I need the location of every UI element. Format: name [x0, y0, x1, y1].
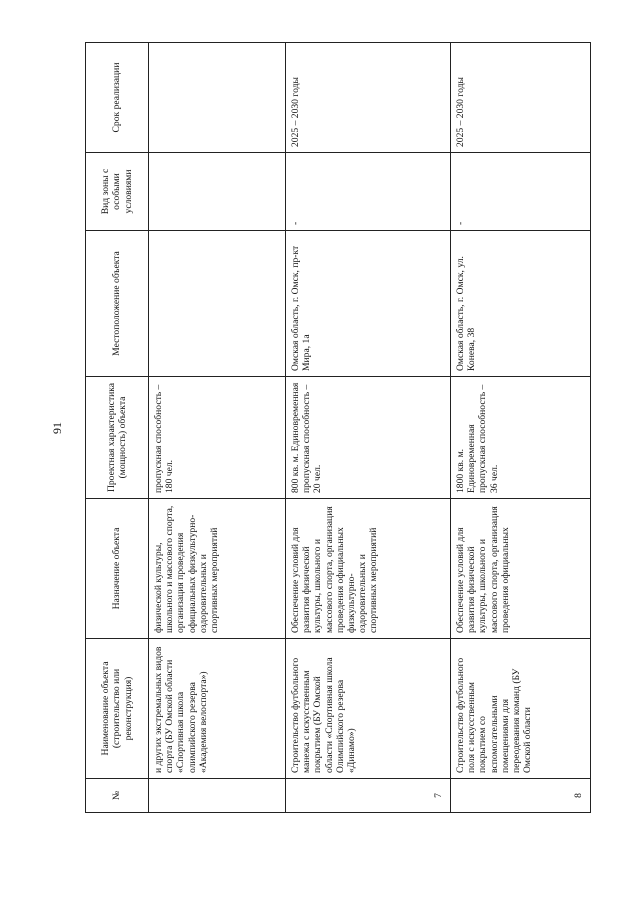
table-row [286, 43, 451, 813]
cell-capacity: 1800 кв. м. Единовременная пропускная способность – 36 чел. [451, 377, 591, 499]
header-purpose: Назначение объекта [86, 499, 149, 639]
header-zone: Вид зоны с особыми условиями [86, 153, 149, 231]
rotated-table-wrapper [85, 43, 585, 813]
cell-name: и других экстремальных видов спорта (БУ Омской области «Спортивная школа олимпийского резерва «Академия велоспорта») [149, 639, 286, 779]
cell-zone [149, 153, 286, 231]
cell-zone: - [451, 153, 591, 231]
cell-term: 2025 – 2030 годы [286, 43, 451, 153]
cell-location: Омская область, г. Омск, ул. Конева, 38 [451, 231, 591, 377]
cell-capacity: пропускная способность – 180 чел. [149, 377, 286, 499]
cell-term: 2025 – 2030 годы [451, 43, 591, 153]
cell-purpose: Обеспечение условий для развития физической культуры, школьного и массового спорта, организация проведения официальных физкультурно-оздоровительных и спортивных мероприятий [286, 499, 451, 639]
header-number: № [86, 779, 149, 813]
table-container [85, 43, 585, 813]
cell-zone: - [286, 153, 451, 231]
table-row [149, 43, 286, 813]
cell-capacity: 800 кв. м. Единовременная пропускная способность – 20 чел. [286, 377, 451, 499]
cell-term [149, 43, 286, 153]
cell-purpose: физической культуры, школьного и массового спорта, организация проведения официальных физкультурно-оздоровительных и спортивных мероприятий [149, 499, 286, 639]
header-location: Местоположение объекта [86, 231, 149, 377]
page-number: 91 [50, 422, 64, 434]
table-header-row [86, 43, 149, 813]
cell-number: 8 [451, 779, 591, 813]
cell-number [149, 779, 286, 813]
cell-name: Строительство футбольного манежа с искусственным покрытием (БУ Омской области «Спортивная школа Олимпийского резерва «Динамо») [286, 639, 451, 779]
cell-location: Омская область, г. Омск, пр-кт Мира, 1а [286, 231, 451, 377]
cell-number: 7 [286, 779, 451, 813]
cell-name: Строительство футбольного поля с искусственным покрытием со вспомогательными помещениями для переодевания команд (БУ Омской области [451, 639, 591, 779]
header-name: Наименование объекта (строительство или реконструкция) [86, 639, 149, 779]
header-term: Срок реализации [86, 43, 149, 153]
table-row [451, 43, 591, 813]
cell-location [149, 231, 286, 377]
objects-table [85, 42, 591, 813]
cell-purpose: Обеспечение условий для развития физической культуры, школьного и массового спорта, организация проведения официальных [451, 499, 591, 639]
header-capacity: Проектная характеристика (мощность) объекта [86, 377, 149, 499]
